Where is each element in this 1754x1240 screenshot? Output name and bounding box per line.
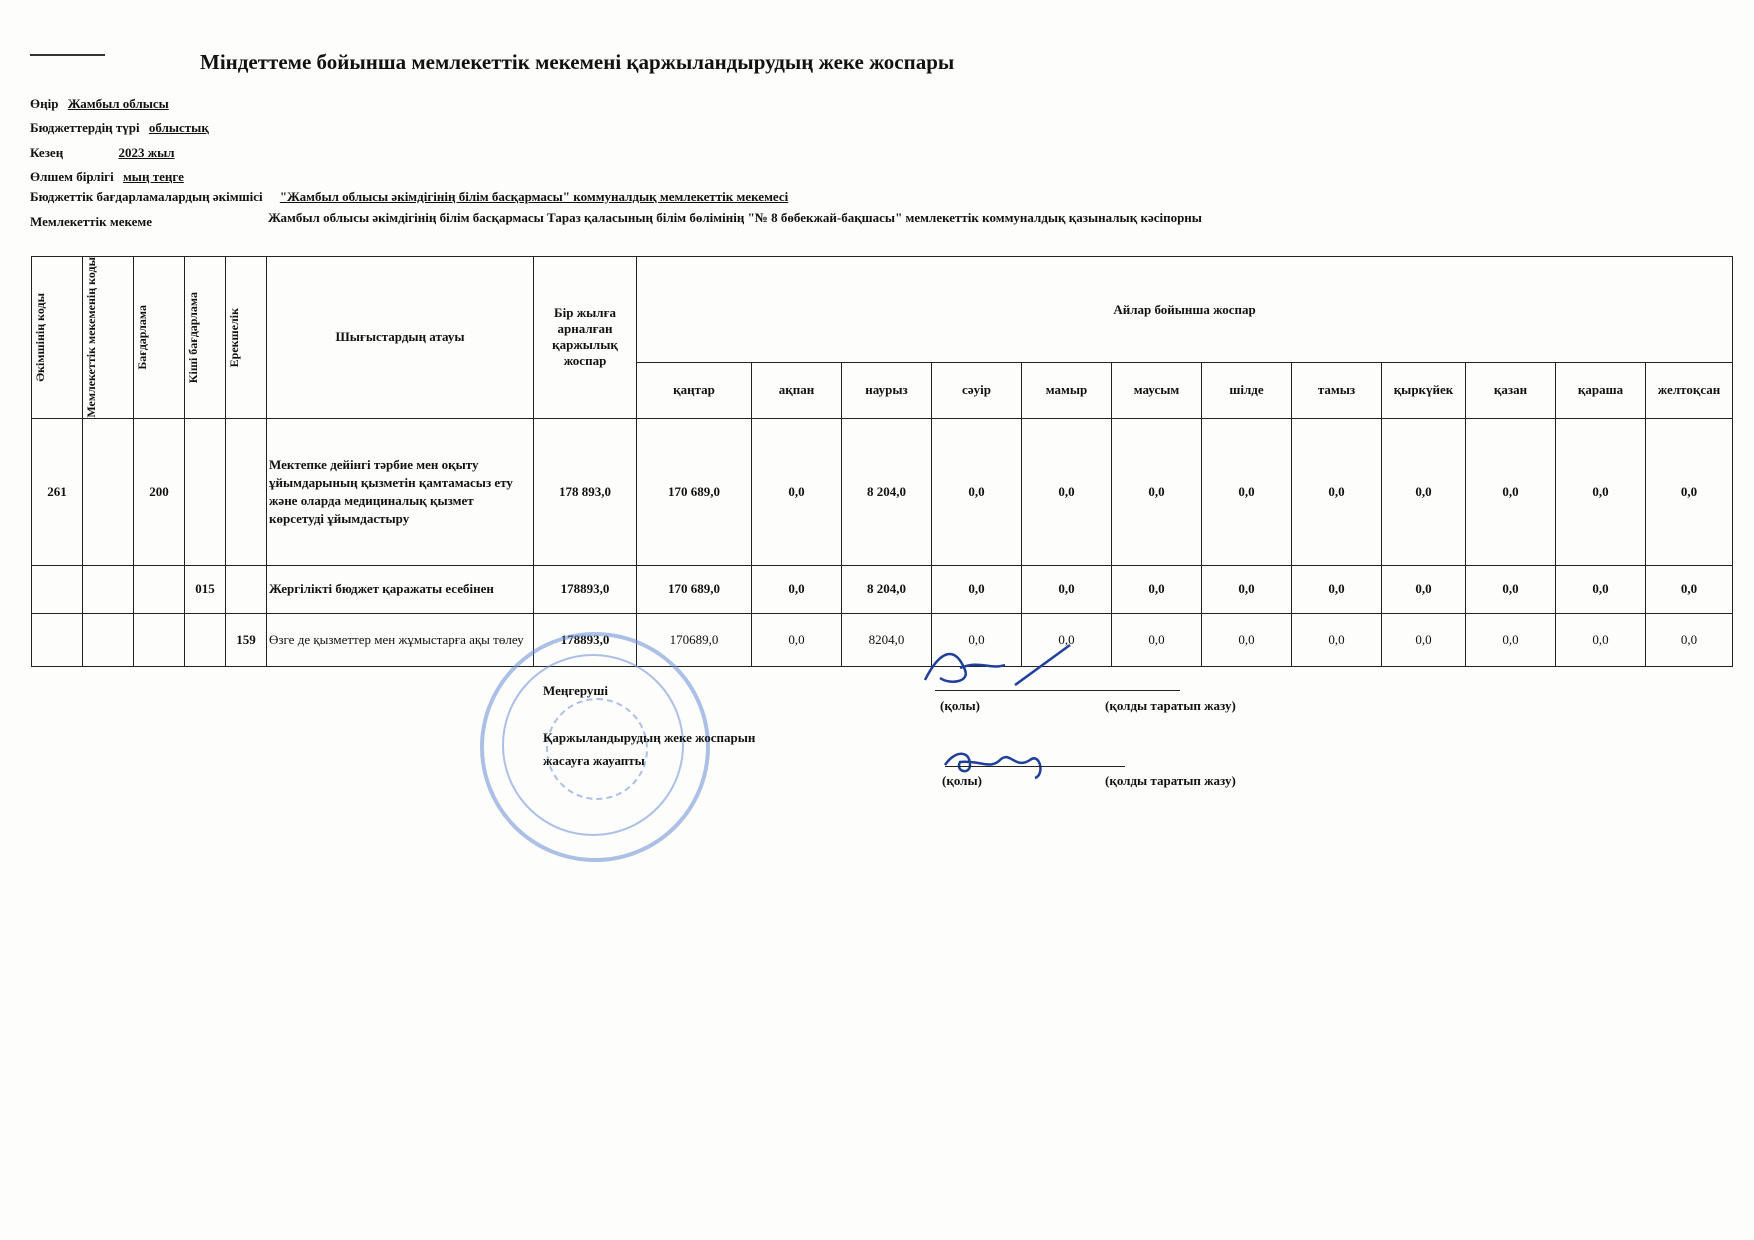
expense-name-cell: Өзге де қызметтер мен жұмыстарға ақы төлеу xyxy=(267,614,534,667)
month-value-cell: 0,0 xyxy=(1202,614,1292,667)
month-value-cell: 0,0 xyxy=(1202,565,1292,614)
month-value-cell: 0,0 xyxy=(1382,565,1466,614)
month-value-cell: 0,0 xyxy=(932,418,1022,565)
specific-cell: 159 xyxy=(226,614,267,667)
institution-label: Мемлекеттік мекеме xyxy=(30,214,153,229)
month-value-cell: 0,0 xyxy=(752,565,842,614)
period-line xyxy=(30,145,175,161)
month-value-cell: 0,0 xyxy=(1382,614,1466,667)
unit-label: Өлшем бірлігі xyxy=(30,169,114,184)
month-value-cell: 0,0 xyxy=(1466,614,1556,667)
financing-plan-table xyxy=(31,256,1733,667)
month-value-cell: 0,0 xyxy=(1646,565,1733,614)
month-value-cell: 0,0 xyxy=(1112,614,1202,667)
expense-name-cell: Мектепке дейінгі тәрбие мен оқыту ұйымдарының қызметін қамтамасыз ету және оларда медициналық қызмет көрсетуді ұйымдастыру xyxy=(267,418,534,565)
annual-plan-cell: 178893,0 xyxy=(534,614,637,667)
head-signature-line xyxy=(935,690,1180,691)
table-row xyxy=(32,565,1733,614)
region-label: Өңір xyxy=(30,96,59,111)
budget-type-label: Бюджеттердің түрі xyxy=(30,120,140,135)
table-row xyxy=(32,614,1733,667)
month-value-cell: 0,0 xyxy=(1112,418,1202,565)
month-value-cell: 0,0 xyxy=(1646,614,1733,667)
month-header: тамыз xyxy=(1292,363,1382,419)
header-annual-plan: Бір жылға арналған қаржылық жоспар xyxy=(534,257,637,419)
head-signature xyxy=(920,640,1100,695)
header-institution-code: Мемлекеттік мекеменің коды xyxy=(83,257,134,419)
admin-code-cell: 261 xyxy=(32,418,83,565)
head-sign-caption: (қолы) xyxy=(940,698,980,713)
month-value-cell: 0,0 xyxy=(1466,418,1556,565)
prepared-signature-line xyxy=(945,766,1125,767)
month-header: қыркүйек xyxy=(1382,363,1466,419)
specific-cell xyxy=(226,418,267,565)
month-header: сәуір xyxy=(932,363,1022,419)
month-value-cell: 0,0 xyxy=(1556,565,1646,614)
admin-line xyxy=(30,189,788,205)
head-label: Меңгеруші xyxy=(543,683,609,698)
document-title: Міндеттеме бойынша мемлекеттік мекемені қаржыландырудың жеке жоспары xyxy=(200,50,955,74)
admin-code-cell xyxy=(32,565,83,614)
subprogram-cell: 015 xyxy=(185,565,226,614)
institution-code-cell xyxy=(83,614,134,667)
month-value-cell: 0,0 xyxy=(1292,614,1382,667)
subprogram-cell xyxy=(185,614,226,667)
month-value-cell: 0,0 xyxy=(752,418,842,565)
unit-value: мың теңге xyxy=(122,169,184,184)
table-row xyxy=(32,418,1733,565)
month-value-cell: 0,0 xyxy=(1112,565,1202,614)
month-header: желтоқсан xyxy=(1646,363,1733,419)
month-value-cell: 0,0 xyxy=(1382,418,1466,565)
period-label: Кезең xyxy=(30,145,64,160)
month-value-cell: 0,0 xyxy=(1646,418,1733,565)
header-expense-name: Шығыстардың атауы xyxy=(267,257,534,419)
header-program: Бағдарлама xyxy=(134,257,185,419)
month-value-cell: 0,0 xyxy=(1202,418,1292,565)
header-subprogram: Кіші бағдарлама xyxy=(185,257,226,419)
month-header: қазан xyxy=(1466,363,1556,419)
budget-type-line xyxy=(30,120,209,136)
top-rule xyxy=(30,54,105,56)
prepared-decode-caption: (қолды таратып жазу) xyxy=(1105,773,1236,788)
annual-plan-cell: 178893,0 xyxy=(534,565,637,614)
month-header: қаңтар xyxy=(637,363,752,419)
stamp-emblem xyxy=(546,698,648,800)
header-monthly-plan: Айлар бойынша жоспар xyxy=(637,257,1733,363)
prepared-label-2: жасауға жауапты xyxy=(543,753,645,768)
institution-code-cell xyxy=(83,565,134,614)
month-value-cell: 0,0 xyxy=(932,614,1022,667)
month-value-cell: 0,0 xyxy=(1022,418,1112,565)
admin-value: "Жамбыл облысы әкімдігінің білім басқармасы" коммуналдық мемлекеттік мекемесі xyxy=(279,189,789,204)
program-cell: 200 xyxy=(134,418,185,565)
month-value-cell: 8 204,0 xyxy=(842,565,932,614)
month-value-cell: 0,0 xyxy=(1556,614,1646,667)
admin-label: Бюджеттік бағдарламалардың әкімшісі xyxy=(30,189,263,204)
subprogram-cell xyxy=(185,418,226,565)
month-header: ақпан xyxy=(752,363,842,419)
month-value-cell: 0,0 xyxy=(1292,418,1382,565)
admin-code-cell xyxy=(32,614,83,667)
month-value-cell: 0,0 xyxy=(1556,418,1646,565)
period-value: 2023 жыл xyxy=(118,145,175,160)
month-value-cell: 0,0 xyxy=(752,614,842,667)
program-cell xyxy=(134,565,185,614)
header-row-1 xyxy=(32,257,1733,363)
official-stamp xyxy=(480,632,710,862)
header-specific: Ерекшелік xyxy=(226,257,267,419)
month-header: шілде xyxy=(1202,363,1292,419)
month-value-cell: 8204,0 xyxy=(842,614,932,667)
annual-plan-cell: 178 893,0 xyxy=(534,418,637,565)
month-value-cell: 0,0 xyxy=(1022,614,1112,667)
head-decode-caption: (қолды таратып жазу) xyxy=(1105,698,1236,713)
prepared-sign-caption: (қолы) xyxy=(942,773,982,788)
month-value-cell: 0,0 xyxy=(932,565,1022,614)
region-value: Жамбыл облысы xyxy=(67,96,169,111)
month-value-cell: 0,0 xyxy=(1466,565,1556,614)
region-line xyxy=(30,96,169,112)
table-body xyxy=(32,418,1733,666)
month-header: маусым xyxy=(1112,363,1202,419)
institution-code-cell xyxy=(83,418,134,565)
month-header: қараша xyxy=(1556,363,1646,419)
month-header: мамыр xyxy=(1022,363,1112,419)
month-value-cell: 170 689,0 xyxy=(637,418,752,565)
budget-type-value: облыстық xyxy=(148,120,209,135)
institution-value: Жамбыл облысы әкімдігінің білім басқармасы Тараз қаласының білім бөлімінің "№ 8 бөбекжай-бақшасы" мемлекеттік коммуналдық қазыналық кәсіпорны xyxy=(268,210,1202,225)
month-value-cell: 170689,0 xyxy=(637,614,752,667)
header-admin-code: Әкімшінің коды xyxy=(32,257,83,419)
unit-line xyxy=(30,169,184,185)
month-header: наурыз xyxy=(842,363,932,419)
month-value-cell: 170 689,0 xyxy=(637,565,752,614)
specific-cell xyxy=(226,565,267,614)
prepared-label-1: Қаржыландырудың жеке жоспарын xyxy=(543,730,756,745)
expense-name-cell: Жергілікті бюджет қаражаты есебінен xyxy=(267,565,534,614)
month-value-cell: 0,0 xyxy=(1022,565,1112,614)
month-value-cell: 0,0 xyxy=(1292,565,1382,614)
month-value-cell: 8 204,0 xyxy=(842,418,932,565)
program-cell xyxy=(134,614,185,667)
